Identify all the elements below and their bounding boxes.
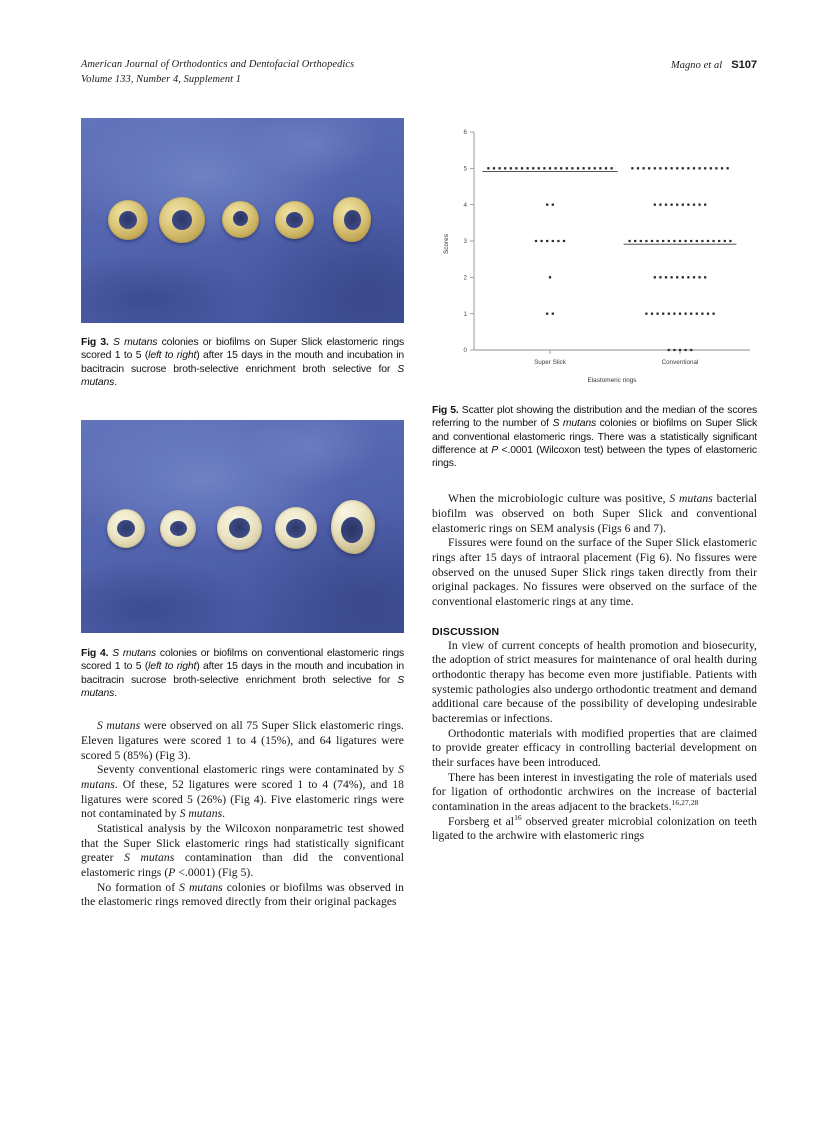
scatter-dot [549,276,551,278]
figure-4-caption-text-b: ) after 15 days in the mouth and incubation in bacitracin sucrose broth-selective enrichment broth selective for [81,661,404,686]
discussion-section [432,626,757,844]
scatter-dot [654,276,656,278]
p3-a: Statistical analysis by the Wilcoxon nonparametric test showed that the Super Slick elastomeric rings had statistically significant greater [81,821,404,865]
figure-4-caption-period: . [114,688,117,700]
scatter-dot [679,240,681,242]
scatter-dot [665,204,667,206]
y-tick-label: 5 [463,165,467,173]
figure-3-caption-emph: left to right [148,350,197,362]
p-value-symbol: P [491,444,499,456]
scatter-dot [563,240,565,242]
scatter-dot [656,240,658,242]
rp1-c: bacterial biofilm was observed on both Super Slick and conventional elastomeric rings on SEM analysis (Figs 6 and 7). [432,492,757,535]
scatter-dot [654,167,656,169]
scatter-dot [659,276,661,278]
paragraph-results-1-text: were observed on all 75 Super Slick elastomeric rings. Eleven ligatures were scored 1 to 4 (15%), and 64 ligatures were scored 5 (85%) (Fig 3). [81,719,405,762]
scatter-dot [515,167,517,169]
figure-4-caption-species-2: S mutans [81,674,404,700]
scatter-dot [634,240,636,242]
paragraph-discussion-4 [432,812,757,844]
y-axis-title-text: Scores [443,234,450,254]
scatter-dot [698,204,700,206]
paragraph-discussion-3 [432,771,757,815]
figure-3-caption-species-2: S mutans [81,363,404,388]
scatter-dot [687,276,689,278]
scatter-dot [698,167,700,169]
scatter-dot [673,240,675,242]
scatter-dot [707,313,709,315]
scatter-dot [696,313,698,315]
scatter-dot [704,204,706,206]
p3-e: <.0001) (Fig 5). [175,865,254,879]
p2-e: . [222,807,226,821]
paragraph-results-3 [81,822,404,881]
scatter-dot [659,167,661,169]
elastomeric-ring [107,509,145,548]
scatter-dot [571,167,573,169]
left-column [81,118,404,910]
scatter-dot [701,240,703,242]
scatter-dot [698,276,700,278]
figure-4-photograph [81,420,404,633]
figure-3-caption-species: S mutans [108,337,162,348]
citation-ref: 16,27,28 [671,798,699,808]
scatter-dot [549,167,551,169]
y-tick-label: 1 [463,310,467,318]
figure-5-label: Fig 5. [432,405,459,416]
scatter-dot [521,167,523,169]
scatter-dot [631,167,633,169]
scatter-dot [535,240,537,242]
y-tick-label: 2 [463,274,467,282]
scatter-dot [654,204,656,206]
scatter-dot [676,276,678,278]
scatter-dot [487,167,489,169]
elastomeric-ring [275,507,317,549]
x-axis-category-labels [534,350,698,366]
paragraph-results-2 [81,763,404,822]
scatter-dot [665,276,667,278]
scatter-dot [684,313,686,315]
page-number: S107 [731,59,757,71]
x-category-label: Super Slick [534,359,566,366]
scatter-dot [701,313,703,315]
scatter-dot [670,276,672,278]
figure-3-caption-text-a: colonies or biofilms on Super Slick elastomeric rings scored 1 to 5 ( [81,337,405,362]
scatter-dot [554,167,556,169]
scatter-dot [645,313,647,315]
scatter-dot [690,313,692,315]
journal-volume: Volume 133, Number 4, Supplement 1 [81,73,242,85]
scatter-dot [510,167,512,169]
left-column-body [81,719,404,910]
scatter-dot [682,167,684,169]
right-column-body [432,492,757,609]
scatter-dot [637,167,639,169]
scatter-dot [538,167,540,169]
elastomeric-ring [108,200,148,240]
scatter-dot [552,313,554,315]
scatter-dot [670,167,672,169]
species-name: S mutans [97,719,141,733]
scatter-dot [651,240,653,242]
scatter-dot [610,167,612,169]
scatter-dot [676,167,678,169]
y-axis-ticks [464,129,474,354]
species-name: S mutans [552,418,597,430]
elastomeric-ring [217,506,262,550]
scatter-dot [693,167,695,169]
scatter-dot [682,276,684,278]
scatter-dot [588,167,590,169]
scatter-dot [715,167,717,169]
figure-4-caption [81,647,404,700]
scatter-dot [676,204,678,206]
scatter-dot [557,240,559,242]
p3-c: contamination than did the conventional elastomeric rings ( [81,851,404,879]
scatter-dot [668,313,670,315]
scatter-dot [668,349,670,351]
scatter-dot [659,204,661,206]
dp4-a: Forsberg et al [448,814,515,828]
y-tick-label: 0 [463,347,467,355]
elastomeric-ring [160,510,196,547]
figure-3-caption [81,336,404,389]
x-axis-title-text: Elastomeric rings [587,377,637,384]
scatter-dot [498,167,500,169]
scatter-dot [693,204,695,206]
elastomeric-ring [159,197,205,243]
journal-title-block [81,58,354,87]
running-head [81,58,757,92]
scatter-data-points [487,167,731,351]
scatter-dot [577,167,579,169]
scatter-dot [566,167,568,169]
scatter-dot [645,240,647,242]
y-tick-label: 4 [463,201,467,209]
figure-3-caption-text-b: ) after 15 days in the mouth and incubation in bacitracin sucrose broth-selective enrichment broth selective for [81,350,404,375]
paragraph-discussion-2: Orthodontic materials with modified properties that are claimed to provide greater efficacy in controlling bacterial development on their surfaces have been introduced. [432,726,757,769]
scatter-dot [540,240,542,242]
dp4-b: observed greater microbial colonization on teeth ligated to the archwire with elastomeric rings [432,814,757,843]
scatter-dot [582,167,584,169]
elastomeric-ring [275,201,314,239]
figure-4-label: Fig 4. [81,648,109,660]
discussion-body [432,639,757,844]
scatter-dot [679,349,681,351]
scatter-dot [605,167,607,169]
scatter-dot [552,204,554,206]
figure-5-scatter-plot [432,118,757,390]
p-value-symbol: P [168,865,176,879]
paragraph-fissures: Fissures were found on the surface of the Super Slick elastomeric rings after 15 days of intraoral placement (Fig 6). No fissures were observed on the unused Super Slick rings taken directly from their original packages. No fissures were observed on the surface of the conventional elastomeric rings at any time. [432,536,757,609]
scatter-dot [532,167,534,169]
paragraph-discussion-1: In view of current concepts of health promotion and biosecurity, the adoption of strict measures for maintenance of oral health during orthodontic therapy has become even more justifiable. Patients with systemic pathologies also undergo orthodontic treatment and demand additional care because of the possibility of developing undesirable bacteremias or infections. [432,638,757,726]
scatter-dot [552,240,554,242]
scatter-dot [696,240,698,242]
y-axis-title [443,234,450,254]
scatter-dot [682,204,684,206]
scatter-dot [594,167,596,169]
scatter-dot [673,313,675,315]
scatter-dot [687,167,689,169]
scatter-dot [707,240,709,242]
p4-c: colonies or biofilms was observed in the elastomeric rings removed directly from their original packages [81,880,404,909]
scatter-dot [504,167,506,169]
scatter-dot [684,240,686,242]
scatter-dot [670,204,672,206]
scatter-dot [710,167,712,169]
figure-3-photograph [81,118,404,323]
median-lines [482,172,736,245]
scatter-dot [721,167,723,169]
species-name: S mutans [81,763,404,791]
scatter-dot [546,313,548,315]
figure-5-caption [432,404,757,470]
scatter-dot [690,349,692,351]
scatter-dot [687,204,689,206]
species-name: S mutans [124,851,175,865]
scatter-dot [546,240,548,242]
scatter-dot [668,240,670,242]
figure-3-caption-period: . [114,376,117,388]
x-axis-title [587,377,636,384]
scatter-dot [493,167,495,169]
p2-a: Seventy conventional elastomeric rings were contaminated by [97,763,399,777]
scatter-dot [704,276,706,278]
figure-5-caption-text-a: Scatter plot showing the distribution and the median of the scores referring to the number of [432,405,758,430]
species-name: S mutans [179,807,223,821]
discussion-heading: DISCUSSION [432,625,500,638]
scatter-dot [690,240,692,242]
figure-5-caption-text-c: <.0001 (Wilcoxon test) between the types of elastomeric rings. [432,444,757,470]
scatter-dot [648,167,650,169]
scatter-dot [526,167,528,169]
figure-4-caption-text-a: colonies or biofilms on conventional elastomeric rings scored 1 to 5 ( [81,648,405,673]
scatter-dot [546,204,548,206]
scatter-dot [662,240,664,242]
paragraph-sem-1 [432,492,757,536]
species-name: S mutans [179,880,223,894]
rp1-a: When the microbiologic culture was positive, [448,492,670,506]
scatter-dot [726,167,728,169]
scatter-dot [724,240,726,242]
scatter-dot [679,313,681,315]
scatter-plot-svg [432,118,757,390]
scatter-dot [704,167,706,169]
scatter-dot [729,240,731,242]
dp3-a: There has been interest in investigating the role of materials used for ligation of orthodontic archwires on the increase of bacterial contamination in the areas adjacent to the brackets. [432,770,757,813]
journal-title: American Journal of Orthodontics and Dentofacial Orthopedics [81,59,355,70]
y-tick-label: 6 [463,129,467,137]
species-name: S mutans [669,492,713,506]
figure-5-caption-text-b: colonies or biofilms on Super Slick and conventional elastomeric rings. There was a statistically significant difference at [432,418,757,456]
scatter-dot [656,313,658,315]
scatter-dot [543,167,545,169]
scatter-dot [673,349,675,351]
figure-4-caption-emph: left to right [148,661,197,673]
paragraph-results-4 [81,881,404,910]
scatter-dot [684,349,686,351]
y-tick-label: 3 [463,238,467,246]
right-column [432,118,757,844]
citation-ref: 16 [514,812,522,822]
elastomeric-ring-heavy-biofilm [331,500,375,554]
x-category-label: Conventional [661,359,699,366]
scatter-dot [642,167,644,169]
scatter-dot [599,167,601,169]
figure-4-caption-species: S mutans [108,648,160,660]
p4-a: No formation of [97,880,180,894]
scatter-dot [640,240,642,242]
scatter-dot [665,167,667,169]
scatter-dot [718,240,720,242]
scatter-dot [693,276,695,278]
paragraph-results-1 [81,719,404,763]
figure-3-label: Fig 3. [81,337,109,348]
p2-c: . Of these, 52 ligatures were scored 1 to 4 (74%), and 18 ligatures were scored 5 (26%) (Fig 4). Five elastomeric rings were not contaminated by [81,778,404,821]
scatter-dot [628,240,630,242]
scatter-dot [560,167,562,169]
elastomeric-ring [333,197,371,242]
elastomeric-ring [222,201,259,238]
running-head-right [671,58,757,74]
running-head-authors: Magno et al [670,60,723,71]
scatter-dot [712,240,714,242]
scatter-dot [712,313,714,315]
scatter-dot [662,313,664,315]
scatter-dot [651,313,653,315]
